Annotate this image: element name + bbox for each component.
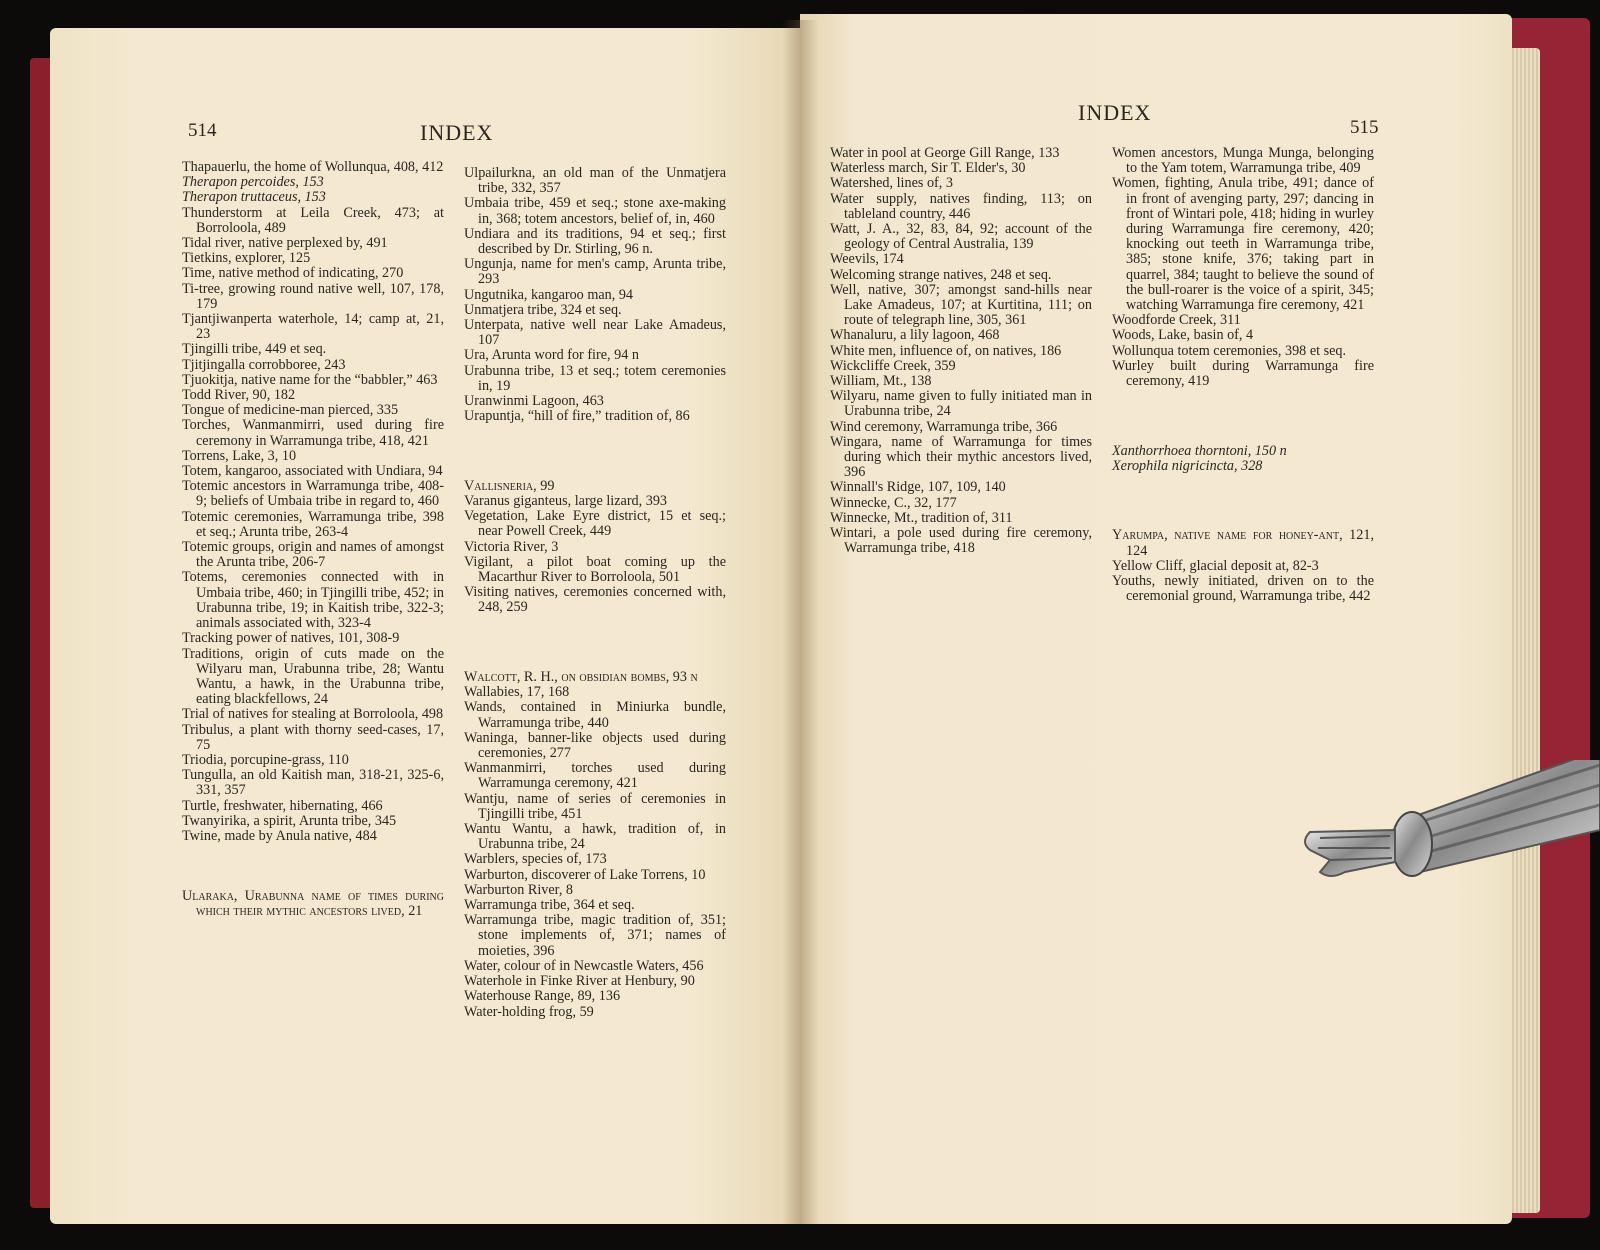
index-spacer (464, 439, 726, 465)
index-entry: Tungulla, an old Kaitish man, 318-21, 325-6, 331, 357 (182, 767, 444, 799)
index-entry: Ungunja, name for men's camp, Arunta tribe, 293 (464, 256, 726, 288)
book-gutter (782, 20, 818, 1224)
index-entry: Wanmanmirri, torches used during Warramunga ceremony, 421 (464, 760, 726, 792)
index-entry: Wilyaru, name given to fully initiated man in Urabunna tribe, 24 (830, 388, 1092, 420)
index-entry: Therapon percoides, 153 (182, 174, 324, 191)
index-entry: Yellow Cliff, glacial deposit at, 82-3 (1112, 557, 1319, 574)
index-entry: Varanus giganteus, large lizard, 393 (464, 493, 668, 510)
index-entry: Winnecke, Mt., tradition of, 311 (830, 509, 1013, 526)
index-entry: Watt, J. A., 32, 83, 84, 92; account of the geology of Central Australia, 139 (830, 221, 1092, 253)
index-entry: Ularaka, Urabunna name of times during which their mythic ancestors lived, 21 (182, 887, 444, 919)
index-entry: Visiting natives, ceremonies concerned with, 248, 259 (464, 584, 726, 616)
index-entry: Ura, Arunta word for fire, 94 n (464, 347, 639, 364)
index-entry: Whanaluru, a lily lagoon, 468 (830, 327, 1000, 344)
left-page-header: INDEX (420, 120, 494, 145)
index-entry: Twanyirika, a spirit, Arunta tribe, 345 (182, 812, 397, 829)
index-entry: Wingara, name of Warramunga for times during which their mythic ancestors lived, 396 (830, 433, 1092, 481)
index-entry: Unterpata, native well near Lake Amadeus, 107 (464, 317, 726, 349)
index-entry: Ulpailurkna, an old man of the Unmatjera tribe, 332, 357 (464, 165, 726, 197)
index-entry: Warramunga tribe, magic tradition of, 351; stone implements of, 371; names of moieties, 396 (464, 912, 726, 959)
index-entry: Walcott, R. H., on obsidian bombs, 93 n (464, 669, 698, 686)
index-entry: Victoria River, 3 (464, 538, 559, 555)
index-entry: Tongue of medicine-man pierced, 335 (182, 402, 399, 419)
index-entry: Winnecke, C., 32, 177 (830, 494, 957, 511)
index-entry: Undiara and its traditions, 94 et seq.; first described by Dr. Stirling, 96 n. (464, 225, 726, 258)
index-entry: Wickcliffe Creek, 359 (830, 357, 956, 374)
index-entry: Water in pool at George Gill Range, 133 (830, 145, 1060, 161)
index-entry: Totemic groups, origin and names of amongst the Arunta tribe, 206-7 (182, 539, 444, 571)
index-entry: Tjuokitja, native name for the “babbler,” 463 (182, 371, 438, 388)
index-entry: Totem, kangaroo, associated with Undiara, 94 (182, 463, 443, 480)
index-entry: Wallabies, 17, 168 (464, 684, 570, 701)
index-entry: Wind ceremony, Warramunga tribe, 366 (830, 418, 1058, 435)
index-entry: Wands, contained in Miniurka bundle, Warramunga tribe, 440 (464, 699, 726, 731)
index-spacer (1112, 488, 1374, 514)
index-entry: Ungutnika, kangaroo man, 94 (464, 286, 634, 303)
index-entry: Urapuntja, “hill of fire,” tradition of, 86 (464, 408, 690, 425)
index-entry: Triodia, porcupine-grass, 110 (182, 751, 349, 768)
index-entry: Waterhole in Finke River at Henbury, 90 (464, 973, 695, 990)
index-entry: Woodforde Creek, 311 (1112, 312, 1241, 329)
index-entry: Torches, Wanmanmirri, used during fire ceremony in Warramunga tribe, 418, 421 (182, 417, 444, 449)
index-entry: Wantu Wantu, a hawk, tradition of, in Urabunna tribe, 24 (464, 821, 726, 853)
left-column-2 (464, 166, 726, 1020)
index-entry: Water-holding frog, 59 (464, 1003, 594, 1020)
index-entry: Warramunga tribe, 364 et seq. (464, 897, 635, 914)
index-entry: Vallisneria, 99 (464, 477, 555, 494)
index-entry: Youths, newly initiated, driven on to the ceremonial ground, Warramunga tribe, 442 (1112, 573, 1374, 605)
index-spacer (182, 858, 444, 874)
index-entry: Weevils, 174 (830, 251, 904, 268)
index-entry: Tracking power of natives, 101, 308-9 (182, 630, 400, 647)
index-entry: Uranwinmi Lagoon, 463 (464, 393, 604, 410)
index-entry: Time, native method of indicating, 270 (182, 265, 404, 282)
index-spacer (464, 630, 726, 656)
left-page-number: 514 (188, 120, 217, 141)
left-page (50, 28, 802, 1224)
index-entry: Traditions, origin of cuts made on the Wilyaru man, Urabunna tribe, 28; Wantu Wantu, a hawk, in the Urabunna tribe, eating blackfellows, 24 (182, 645, 444, 708)
index-entry: Totemic ceremonies, Warramunga tribe, 398 et seq.; Arunta tribe, 263-4 (182, 508, 444, 540)
index-entry: Twine, made by Anula native, 484 (182, 827, 377, 844)
index-entry: Thapauerlu, the home of Wollunqua, 408, 412 (182, 159, 444, 175)
left-column-1 (182, 160, 444, 919)
index-entry: Tribulus, a plant with thorny seed-cases, 17, 75 (182, 721, 444, 753)
index-spacer (1112, 403, 1374, 429)
index-entry: Well, native, 307; amongst sand-hills near Lake Amadeus, 107; at Kurtitina, 111; on route of telegraph line, 305, 361 (830, 281, 1092, 329)
index-entry: Waninga, banner-like objects used during ceremonies, 277 (464, 729, 726, 762)
page-clip-hand-icon (1300, 760, 1600, 900)
index-entry: Waterhouse Range, 89, 136 (464, 988, 621, 1005)
index-entry: Totems, ceremonies connected with in Umbaia tribe, 460; in Tjingilli tribe, 452; in Urabunna tribe, 19; in Kaitish tribe, 322-3; animals associated with, 323-4 (182, 569, 444, 632)
index-entry: Water supply, natives finding, 113; on tableland country, 446 (830, 190, 1092, 222)
index-entry: Urabunna tribe, 13 et seq.; totem ceremonies in, 19 (464, 362, 726, 394)
index-entry: Totemic ancestors in Warramunga tribe, 408-9; beliefs of Umbaia tribe in regard to, 460 (182, 478, 444, 510)
index-entry: Turtle, freshwater, hibernating, 466 (182, 797, 383, 814)
right-page-number: 515 (1350, 117, 1379, 138)
index-entry: White men, influence of, on natives, 186 (830, 342, 1062, 359)
index-entry: Tjitjingalla corrobboree, 243 (182, 356, 346, 373)
index-entry: Women ancestors, Munga Munga, belonging to the Yam totem, Warramunga tribe, 409 (1112, 145, 1374, 177)
index-entry: Welcoming strange natives, 248 et seq. (830, 266, 1052, 283)
index-entry: Warblers, species of, 173 (464, 851, 607, 868)
index-entry: Warburton, discoverer of Lake Torrens, 10 (464, 866, 706, 883)
index-entry: Wurley built during Warramunga fire ceremony, 419 (1112, 357, 1374, 390)
index-entry: Tjingilli tribe, 449 et seq. (182, 341, 327, 358)
index-entry: Winnall's Ridge, 107, 109, 140 (830, 479, 1006, 496)
index-entry: William, Mt., 138 (830, 373, 932, 390)
index-entry: Trial of natives for stealing at Borroloola, 498 (182, 706, 444, 723)
index-entry: Yarumpa, native name for honey-ant, 121, 124 (1112, 527, 1374, 559)
index-entry: Ti-tree, growing round native well, 107, 178, 179 (182, 280, 444, 312)
right-page-header: INDEX (1078, 100, 1152, 125)
right-column-1 (830, 146, 1092, 556)
index-entry: Xanthorrhoea thorntoni, 150 n (1112, 442, 1287, 459)
index-entry: Women, fighting, Anula tribe, 491; dance of in front of avenging party, 297; dancing in front of Wintari pole, 418; hiding in wurley during Warramunga fire ceremony, 420; knocking out teeth in Warramunga tribe, 385; stone knife, 376; taking part in quarrel, 384; taught to believe the sound of the bull-roarer is the voice of a spirit, 345; watching Warramunga fire ceremony, 421 (1112, 175, 1374, 314)
index-entry: Tjantjiwanperta waterhole, 14; camp at, 21, 23 (182, 311, 444, 343)
index-entry: Tidal river, native perplexed by, 491 (182, 235, 388, 252)
index-entry: Xerophila nigricincta, 328 (1112, 457, 1263, 474)
index-entry: Watershed, lines of, 3 (830, 175, 953, 192)
index-entry: Vegetation, Lake Eyre district, 15 et seq.; near Powell Creek, 449 (464, 508, 726, 540)
index-entry: Warburton River, 8 (464, 881, 574, 898)
index-entry: Thunderstorm at Leila Creek, 473; at Borroloola, 489 (182, 204, 444, 236)
index-entry: Wollunqua totem ceremonies, 398 et seq. (1112, 342, 1347, 359)
index-entry: Waterless march, Sir T. Elder's, 30 (830, 160, 1026, 177)
index-entry: Tietkins, explorer, 125 (182, 250, 311, 267)
right-column-2 (1112, 146, 1374, 604)
right-page (800, 14, 1512, 1224)
index-entry: Unmatjera tribe, 324 et seq. (464, 301, 622, 318)
index-entry: Wintari, a pole used during fire ceremony, Warramunga tribe, 418 (830, 525, 1092, 557)
index-entry: Torrens, Lake, 3, 10 (182, 447, 297, 464)
index-entry: Umbaia tribe, 459 et seq.; stone axe-making in, 368; totem ancestors, belief of, in, 460 (464, 195, 726, 227)
index-entry: Woods, Lake, basin of, 4 (1112, 327, 1254, 344)
index-entry: Todd River, 90, 182 (182, 387, 296, 404)
index-entry: Therapon truttaceus, 153 (182, 189, 326, 206)
index-entry: Water, colour of in Newcastle Waters, 456 (464, 957, 704, 974)
index-entry: Vigilant, a pilot boat coming up the Macarthur River to Borroloola, 501 (464, 553, 726, 586)
index-entry: Wantju, name of series of ceremonies in Tjingilli tribe, 451 (464, 790, 726, 822)
